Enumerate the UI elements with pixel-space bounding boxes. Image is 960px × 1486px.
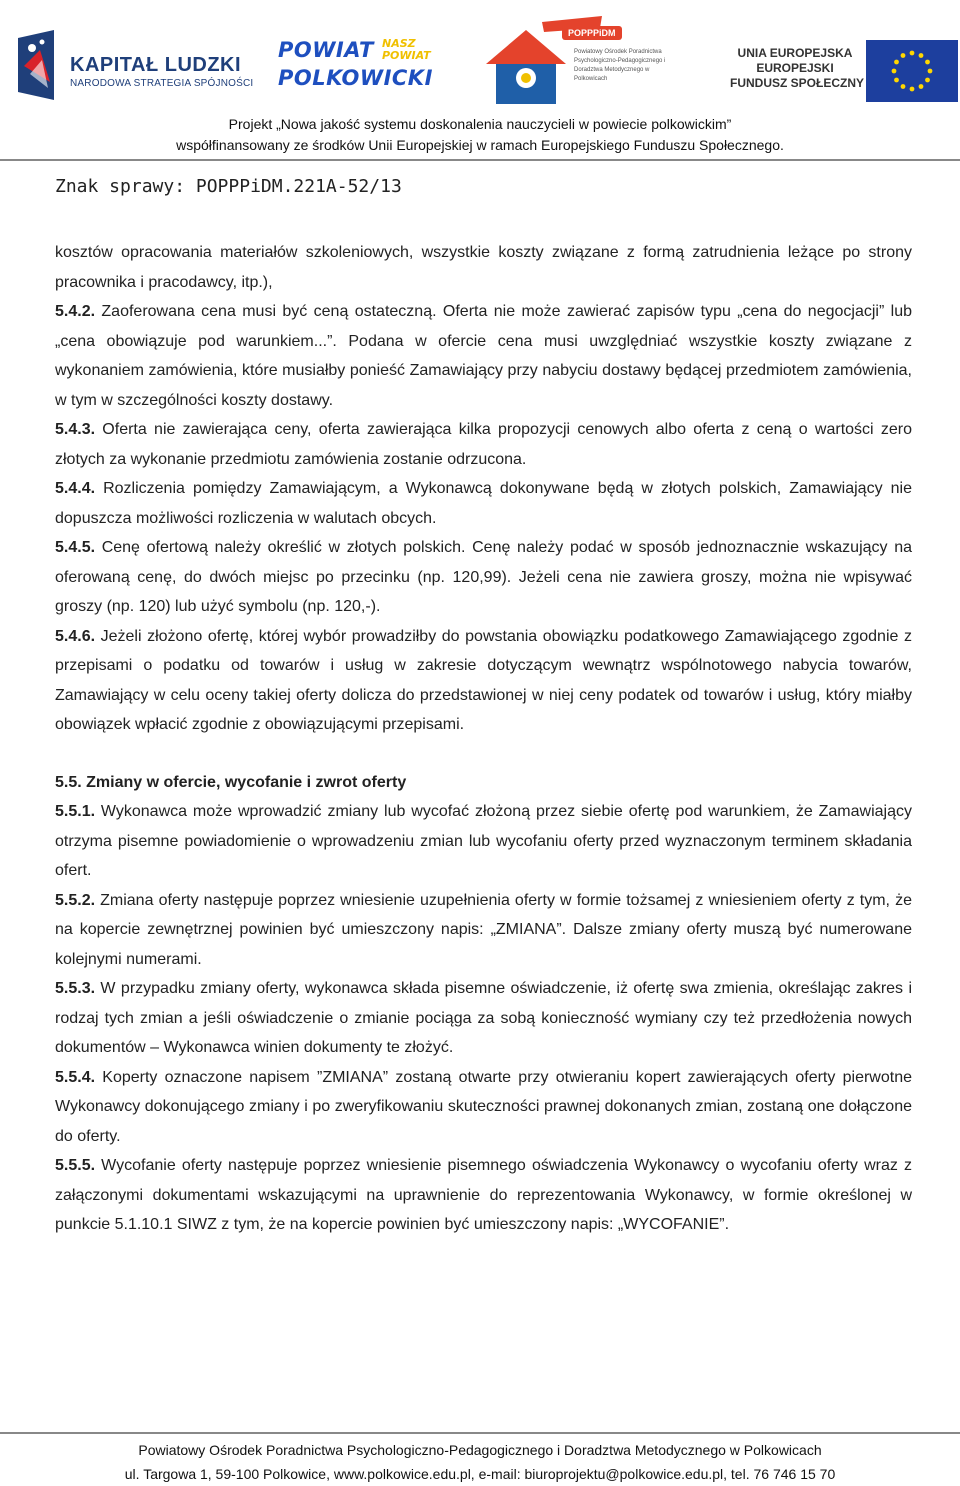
kapital-ludzki-subtitle: NARODOWA STRATEGIA SPÓJNOŚCI: [70, 78, 254, 89]
project-info: [0, 114, 960, 156]
paragraph-number: 5.5.3.: [55, 980, 96, 997]
paragraph-5-5-5: [55, 1151, 912, 1240]
paragraph-text: Koperty oznaczone napisem ”ZMIANA” zostaną otwarte przy otwieraniu kopert zawierających oferty pierwotne Wykonawcy dokonującego zmiany i po zweryfikowaniu skuteczności prawnej dokonanych zmian, zostaną one dołączone do oferty.: [55, 1068, 912, 1145]
powiat-line3: POLKOWICKI: [278, 66, 433, 90]
paragraph-text: Wykonawca może wprowadzić zmiany lub wycofać złożoną przez siebie ofertę pod warunkiem, że Zamawiający otrzyma pisemne powiadomienie o wprowadzeniu zmian lub wycofaniu oferty przed wyznaczonym terminem składania ofert.: [55, 803, 912, 879]
ue-line2: EUROPEJSKI: [756, 61, 834, 75]
paragraph-continuation: kosztów opracowania materiałów szkoleniowych, wszystkie koszty związane z formą zatrudnienia leżące po strony pracownika i pracodawcy, itp.),: [55, 244, 912, 291]
project-line2: współfinansowany ze środków Unii Europejskiej w ramach Europejskiego Funduszu Społecznego.: [176, 137, 784, 153]
paragraph-5-5-2: [55, 886, 912, 975]
ue-line3: FUNDUSZ SPOŁECZNY: [730, 76, 865, 90]
paragraph-text: Zaoferowana cena musi być ceną ostateczną. Oferta nie może zawierać zapisów typu „cena do negocjacji” lub „cena obowiązuje pod warunkiem...”. Podana w ofercie cena musi uwzględniać wszystkie koszty związane z wykonaniem zamówienia, które musiałby ponieść Zamawiający przy nabyciu dostawy będącej przedmiotem zamówienia, w tym w szczególności koszty dostawy.: [55, 303, 912, 409]
paragraph-number: 5.5.2.: [55, 891, 96, 909]
powiat-powiat: POWIAT: [382, 49, 431, 62]
footer-divider: [0, 1432, 960, 1434]
paragraph-5-5-4: [55, 1063, 912, 1152]
paragraph-number: 5.4.6.: [55, 627, 96, 645]
kapital-ludzki-logo-icon: [10, 30, 62, 100]
paragraph-text: Wycofanie oferty następuje poprzez wniesienie pisemnego oświadczenia Wykonawcy o wycofaniu oferty wraz z załączonymi dokumentami wskazującymi na uprawnienie do reprezentowania Wykonawcy, w formie określonej w punkcie 5.1.10.1 SIWZ z tym, że na kopercie powinien być umieszczony napis: „WYCOFANIE”.: [55, 1157, 912, 1233]
project-line1: Projekt „Nowa jakość systemu doskonalenia nauczycieli w powiecie polkowickim”: [228, 116, 732, 132]
ue-line1: UNIA EUROPEJSKA: [737, 46, 853, 60]
paragraph-number: 5.4.4.: [55, 480, 96, 497]
document-body: [55, 238, 912, 1240]
paragraph-text: Cenę ofertową należy określić w złotych polskich. Cenę należy podać w sposób jednoznacznie wskazujący na oferowaną cenę, do dwóch miejsc po przecinku (np. 120,99). Jeżeli cena nie zawiera groszy, można nie wpisywać groszy (np. 120) lub użyć symbolu (np. 120,-).: [55, 539, 912, 615]
paragraph-text: Rozliczenia pomiędzy Zamawiającym, a Wykonawcą dokonywane będą w złotych polskich, Zamawiający nie dopuszcza możliwości rozliczenia w walutach obcych.: [55, 480, 912, 527]
case-reference: Znak sprawy: POPPPiDM.221A-52/13: [55, 176, 402, 197]
footer-line2: ul. Targowa 1, 59-100 Polkowice, www.polkowice.edu.pl, e-mail: biuroprojektu@polkowice.edu.pl, tel. 76 746 15 70: [124, 1466, 836, 1482]
paragraph-5-5-1: [55, 797, 912, 886]
paragraph-5-4-5: [55, 533, 912, 622]
paragraph-number: 5.4.2.: [55, 303, 96, 320]
paragraph-5-4-3: [55, 415, 912, 474]
paragraph-text: W przypadku zmiany oferty, wykonawca składa pisemne oświadczenie, iż ofertę swa zmienia, określając zakres i rodzaj tych zmian a jeśli oświadczenie o zmianie pociąga za sobą konieczność wymiany czy też przedłożenia nowych dokumentów – Wykonawca winien dokumenty te złożyć.: [55, 980, 912, 1056]
paragraph-number: 5.5.1.: [55, 803, 96, 820]
powiat-polkowicki-logo: [278, 36, 438, 96]
paragraph-5-5-3: [55, 974, 912, 1063]
powiat-nasz-powiat: [382, 38, 431, 62]
paragraph-5-4-6: [55, 622, 912, 740]
paragraph-text: Zmiana oferty następuje poprzez wniesienie uzupełnienia oferty w formie tożsamej z wniesieniem oferty z tym, że na kopercie zewnętrznej powinien być umieszczony napis: „ZMIANA”. Dalsze zmiany oferty muszą być numerowane kolejnymi numerami.: [55, 891, 912, 968]
popppidm-badge: POPPPiDM: [562, 26, 622, 40]
powiat-line1: POWIAT: [278, 38, 374, 62]
header-divider: [0, 159, 960, 161]
logo-bar: [0, 8, 960, 108]
page-footer: [0, 1438, 960, 1486]
eu-flag-icon: [866, 40, 958, 102]
paragraph-number: 5.5.4.: [55, 1068, 96, 1086]
powiat-nasz: NASZ: [382, 37, 416, 50]
paragraph-text: Oferta nie zawierająca ceny, oferta zawierająca kilka propozycji cenowych albo oferta z ceną o wartości zero złotych za wykonanie przedmiotu zamówienia zostanie odrzucona.: [55, 421, 912, 468]
ue-text-block: [730, 46, 865, 91]
section-title-5-5: 5.5. Zmiany w ofercie, wycofanie i zwrot oferty: [55, 773, 407, 791]
popppidm-logo: [482, 14, 682, 110]
paragraph-text: Jeżeli złożono ofertę, której wybór prowadziłby do powstania obowiązku podatkowego Zamawiającego zgodnie z przepisami o podatku od towarów i usług w zakresie dotyczącym wewnątrz wspólnotowego nabycia towarów, Zamawiający w celu oceny takiej oferty dolicza do przedstawionej w niej ceny podatek od towarów i usług, który miałby obowiązek wpłacić zgodnie z obowiązującymi przepisami.: [55, 627, 912, 733]
paragraph-number: 5.4.5.: [55, 539, 96, 556]
paragraph-number: 5.5.5.: [55, 1157, 96, 1174]
page-header: [0, 0, 960, 160]
paragraph-5-4-4: [55, 474, 912, 533]
footer-line1: Powiatowy Ośrodek Poradnictwa Psychologiczno-Pedagogicznego i Doradztwa Metodycznego w Polkowicach: [138, 1442, 822, 1458]
kapital-ludzki-title: KAPITAŁ LUDZKI: [70, 54, 242, 76]
popppidm-description: Powiatowy Ośrodek Poradnictwa Psychologiczno-Pedagogicznego i Doradztwa Metodycznego w Polkowicach: [574, 49, 666, 82]
paragraph-number: 5.4.3.: [55, 421, 96, 438]
paragraph-5-4-2: [55, 297, 912, 415]
